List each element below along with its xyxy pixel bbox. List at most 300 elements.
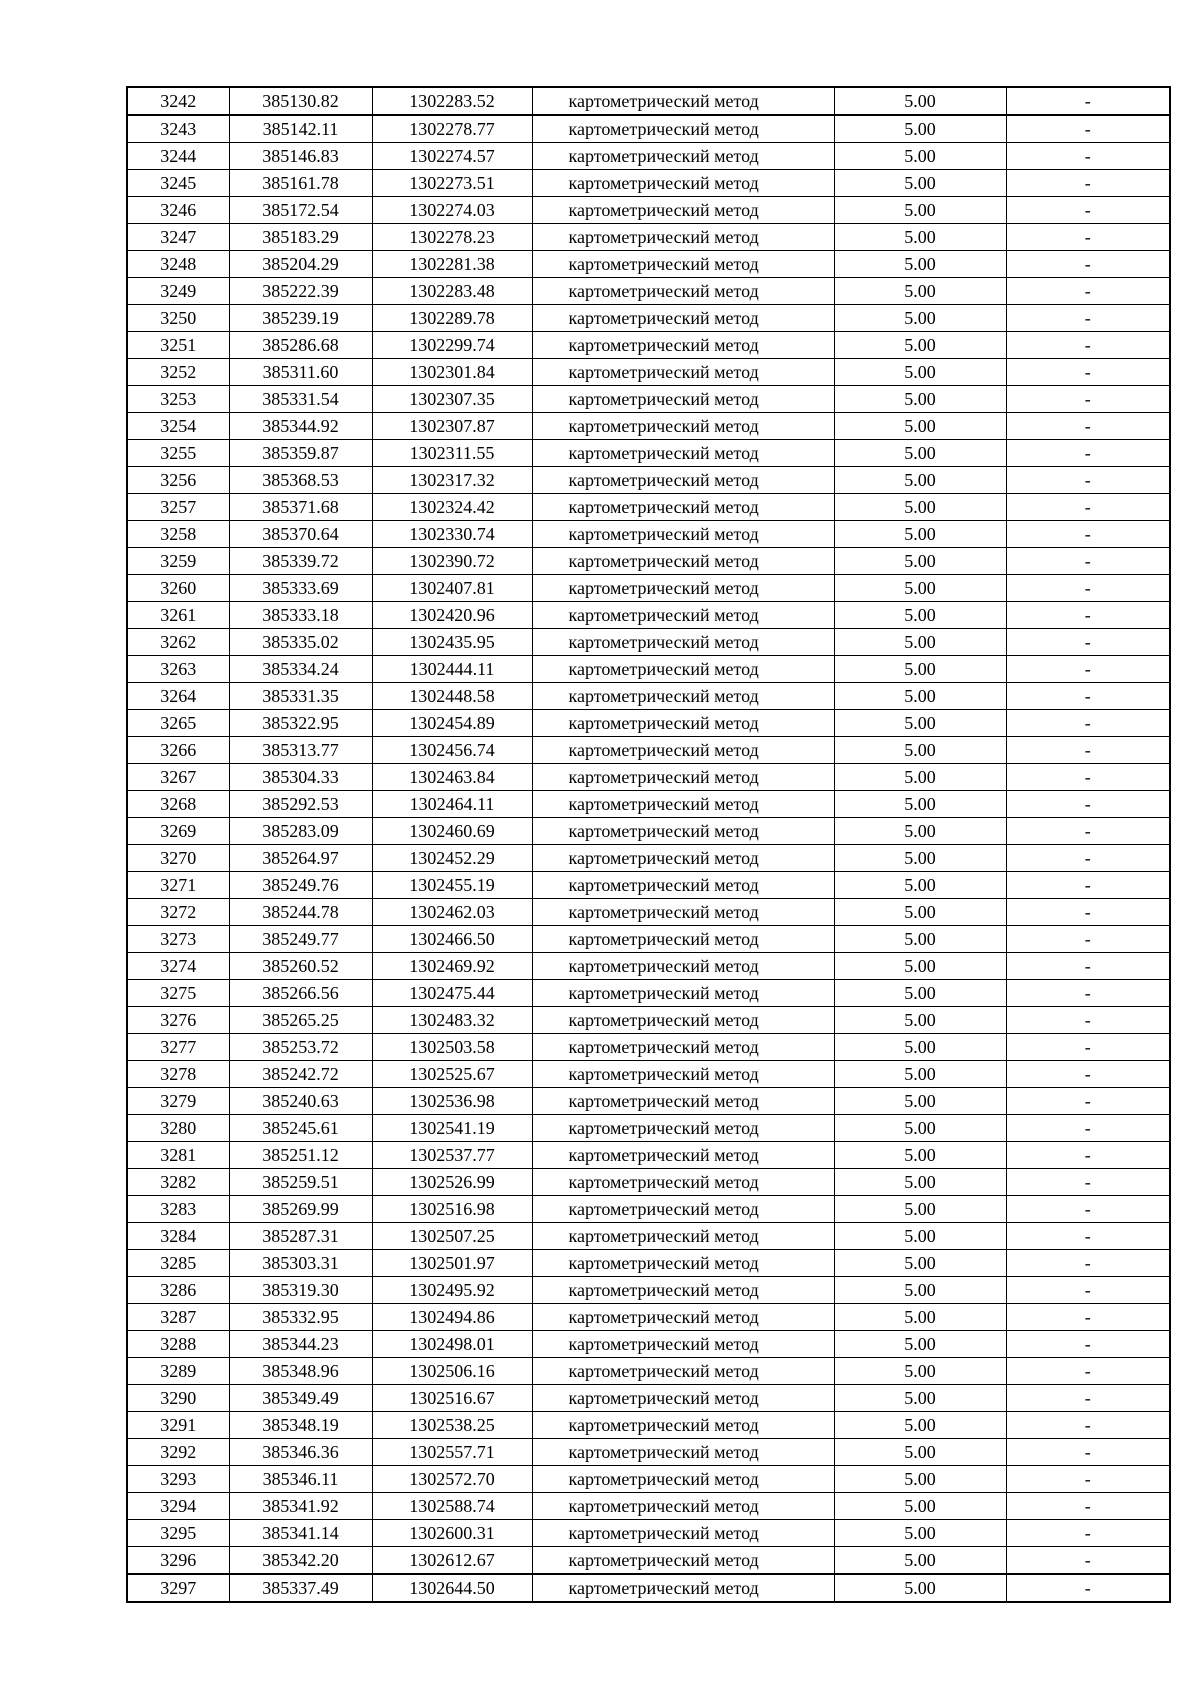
accuracy-cell: 5.00 bbox=[834, 386, 1006, 413]
table-row bbox=[127, 224, 1170, 251]
note-cell: - bbox=[1006, 143, 1170, 170]
y-coordinate-cell: 1302448.58 bbox=[372, 683, 532, 710]
method-cell: картометрический метод bbox=[532, 332, 834, 359]
method-cell: картометрический метод bbox=[532, 386, 834, 413]
note-cell: - bbox=[1006, 386, 1170, 413]
x-coordinate-cell: 385333.18 bbox=[229, 602, 372, 629]
x-coordinate-cell: 385172.54 bbox=[229, 197, 372, 224]
table-row bbox=[127, 1331, 1170, 1358]
accuracy-cell: 5.00 bbox=[834, 305, 1006, 332]
table-row bbox=[127, 926, 1170, 953]
y-coordinate-cell: 1302588.74 bbox=[372, 1493, 532, 1520]
method-cell: картометрический метод bbox=[532, 170, 834, 197]
method-cell: картометрический метод bbox=[532, 656, 834, 683]
accuracy-cell: 5.00 bbox=[834, 710, 1006, 737]
point-number-cell: 3262 bbox=[127, 629, 229, 656]
y-coordinate-cell: 1302516.67 bbox=[372, 1385, 532, 1412]
note-cell: - bbox=[1006, 440, 1170, 467]
note-cell: - bbox=[1006, 1007, 1170, 1034]
accuracy-cell: 5.00 bbox=[834, 1574, 1006, 1602]
point-number-cell: 3263 bbox=[127, 656, 229, 683]
x-coordinate-cell: 385348.96 bbox=[229, 1358, 372, 1385]
method-cell: картометрический метод bbox=[532, 1142, 834, 1169]
point-number-cell: 3297 bbox=[127, 1574, 229, 1602]
point-number-cell: 3256 bbox=[127, 467, 229, 494]
y-coordinate-cell: 1302455.19 bbox=[372, 872, 532, 899]
method-cell: картометрический метод bbox=[532, 1250, 834, 1277]
note-cell: - bbox=[1006, 602, 1170, 629]
method-cell: картометрический метод bbox=[532, 359, 834, 386]
table-row bbox=[127, 1142, 1170, 1169]
y-coordinate-cell: 1302307.35 bbox=[372, 386, 532, 413]
note-cell: - bbox=[1006, 413, 1170, 440]
accuracy-cell: 5.00 bbox=[834, 548, 1006, 575]
y-coordinate-cell: 1302435.95 bbox=[372, 629, 532, 656]
method-cell: картометрический метод bbox=[532, 1412, 834, 1439]
table-row bbox=[127, 1115, 1170, 1142]
note-cell: - bbox=[1006, 1520, 1170, 1547]
method-cell: картометрический метод bbox=[532, 1061, 834, 1088]
point-number-cell: 3252 bbox=[127, 359, 229, 386]
accuracy-cell: 5.00 bbox=[834, 143, 1006, 170]
point-number-cell: 3248 bbox=[127, 251, 229, 278]
point-number-cell: 3242 bbox=[127, 87, 229, 115]
y-coordinate-cell: 1302483.32 bbox=[372, 1007, 532, 1034]
accuracy-cell: 5.00 bbox=[834, 872, 1006, 899]
method-cell: картометрический метод bbox=[532, 953, 834, 980]
point-number-cell: 3281 bbox=[127, 1142, 229, 1169]
table-row bbox=[127, 575, 1170, 602]
point-number-cell: 3291 bbox=[127, 1412, 229, 1439]
table-row bbox=[127, 818, 1170, 845]
x-coordinate-cell: 385331.35 bbox=[229, 683, 372, 710]
x-coordinate-cell: 385204.29 bbox=[229, 251, 372, 278]
accuracy-cell: 5.00 bbox=[834, 656, 1006, 683]
point-number-cell: 3289 bbox=[127, 1358, 229, 1385]
method-cell: картометрический метод bbox=[532, 305, 834, 332]
accuracy-cell: 5.00 bbox=[834, 764, 1006, 791]
note-cell: - bbox=[1006, 1115, 1170, 1142]
x-coordinate-cell: 385344.92 bbox=[229, 413, 372, 440]
x-coordinate-cell: 385259.51 bbox=[229, 1169, 372, 1196]
table-row bbox=[127, 386, 1170, 413]
x-coordinate-cell: 385264.97 bbox=[229, 845, 372, 872]
point-number-cell: 3257 bbox=[127, 494, 229, 521]
note-cell: - bbox=[1006, 1547, 1170, 1575]
y-coordinate-cell: 1302463.84 bbox=[372, 764, 532, 791]
x-coordinate-cell: 385146.83 bbox=[229, 143, 372, 170]
table-row bbox=[127, 251, 1170, 278]
accuracy-cell: 5.00 bbox=[834, 332, 1006, 359]
y-coordinate-cell: 1302466.50 bbox=[372, 926, 532, 953]
x-coordinate-cell: 385266.56 bbox=[229, 980, 372, 1007]
point-number-cell: 3296 bbox=[127, 1547, 229, 1575]
y-coordinate-cell: 1302572.70 bbox=[372, 1466, 532, 1493]
y-coordinate-cell: 1302557.71 bbox=[372, 1439, 532, 1466]
table-row bbox=[127, 764, 1170, 791]
y-coordinate-cell: 1302283.52 bbox=[372, 87, 532, 115]
table-row bbox=[127, 1277, 1170, 1304]
accuracy-cell: 5.00 bbox=[834, 278, 1006, 305]
accuracy-cell: 5.00 bbox=[834, 575, 1006, 602]
x-coordinate-cell: 385322.95 bbox=[229, 710, 372, 737]
y-coordinate-cell: 1302452.29 bbox=[372, 845, 532, 872]
y-coordinate-cell: 1302462.03 bbox=[372, 899, 532, 926]
x-coordinate-cell: 385249.77 bbox=[229, 926, 372, 953]
note-cell: - bbox=[1006, 1088, 1170, 1115]
point-number-cell: 3264 bbox=[127, 683, 229, 710]
accuracy-cell: 5.00 bbox=[834, 818, 1006, 845]
note-cell: - bbox=[1006, 332, 1170, 359]
table-row bbox=[127, 845, 1170, 872]
point-number-cell: 3287 bbox=[127, 1304, 229, 1331]
accuracy-cell: 5.00 bbox=[834, 359, 1006, 386]
x-coordinate-cell: 385222.39 bbox=[229, 278, 372, 305]
note-cell: - bbox=[1006, 575, 1170, 602]
note-cell: - bbox=[1006, 656, 1170, 683]
point-number-cell: 3246 bbox=[127, 197, 229, 224]
x-coordinate-cell: 385253.72 bbox=[229, 1034, 372, 1061]
point-number-cell: 3282 bbox=[127, 1169, 229, 1196]
x-coordinate-cell: 385251.12 bbox=[229, 1142, 372, 1169]
note-cell: - bbox=[1006, 872, 1170, 899]
method-cell: картометрический метод bbox=[532, 521, 834, 548]
method-cell: картометрический метод bbox=[532, 629, 834, 656]
note-cell: - bbox=[1006, 305, 1170, 332]
method-cell: картометрический метод bbox=[532, 1007, 834, 1034]
note-cell: - bbox=[1006, 1331, 1170, 1358]
table-row bbox=[127, 602, 1170, 629]
accuracy-cell: 5.00 bbox=[834, 521, 1006, 548]
x-coordinate-cell: 385342.20 bbox=[229, 1547, 372, 1575]
x-coordinate-cell: 385346.36 bbox=[229, 1439, 372, 1466]
note-cell: - bbox=[1006, 899, 1170, 926]
x-coordinate-cell: 385368.53 bbox=[229, 467, 372, 494]
x-coordinate-cell: 385242.72 bbox=[229, 1061, 372, 1088]
note-cell: - bbox=[1006, 1574, 1170, 1602]
method-cell: картометрический метод bbox=[532, 1196, 834, 1223]
method-cell: картометрический метод bbox=[532, 1277, 834, 1304]
note-cell: - bbox=[1006, 87, 1170, 115]
table-row bbox=[127, 953, 1170, 980]
method-cell: картометрический метод bbox=[532, 737, 834, 764]
x-coordinate-cell: 385313.77 bbox=[229, 737, 372, 764]
point-number-cell: 3284 bbox=[127, 1223, 229, 1250]
x-coordinate-cell: 385341.14 bbox=[229, 1520, 372, 1547]
x-coordinate-cell: 385249.76 bbox=[229, 872, 372, 899]
y-coordinate-cell: 1302274.57 bbox=[372, 143, 532, 170]
y-coordinate-cell: 1302390.72 bbox=[372, 548, 532, 575]
x-coordinate-cell: 385359.87 bbox=[229, 440, 372, 467]
method-cell: картометрический метод bbox=[532, 1520, 834, 1547]
accuracy-cell: 5.00 bbox=[834, 1547, 1006, 1575]
table-row bbox=[127, 899, 1170, 926]
point-number-cell: 3277 bbox=[127, 1034, 229, 1061]
point-number-cell: 3255 bbox=[127, 440, 229, 467]
accuracy-cell: 5.00 bbox=[834, 737, 1006, 764]
y-coordinate-cell: 1302317.32 bbox=[372, 467, 532, 494]
table-row bbox=[127, 467, 1170, 494]
note-cell: - bbox=[1006, 737, 1170, 764]
note-cell: - bbox=[1006, 494, 1170, 521]
y-coordinate-cell: 1302281.38 bbox=[372, 251, 532, 278]
note-cell: - bbox=[1006, 359, 1170, 386]
note-cell: - bbox=[1006, 764, 1170, 791]
x-coordinate-cell: 385245.61 bbox=[229, 1115, 372, 1142]
accuracy-cell: 5.00 bbox=[834, 197, 1006, 224]
method-cell: картометрический метод bbox=[532, 224, 834, 251]
method-cell: картометрический метод bbox=[532, 1547, 834, 1575]
x-coordinate-cell: 385331.54 bbox=[229, 386, 372, 413]
point-number-cell: 3249 bbox=[127, 278, 229, 305]
x-coordinate-cell: 385337.49 bbox=[229, 1574, 372, 1602]
note-cell: - bbox=[1006, 467, 1170, 494]
method-cell: картометрический метод bbox=[532, 440, 834, 467]
accuracy-cell: 5.00 bbox=[834, 1412, 1006, 1439]
x-coordinate-cell: 385286.68 bbox=[229, 332, 372, 359]
y-coordinate-cell: 1302299.74 bbox=[372, 332, 532, 359]
method-cell: картометрический метод bbox=[532, 791, 834, 818]
table-row bbox=[127, 710, 1170, 737]
y-coordinate-cell: 1302324.42 bbox=[372, 494, 532, 521]
method-cell: картометрический метод bbox=[532, 548, 834, 575]
table-row bbox=[127, 1520, 1170, 1547]
table-row bbox=[127, 1250, 1170, 1277]
method-cell: картометрический метод bbox=[532, 278, 834, 305]
note-cell: - bbox=[1006, 1223, 1170, 1250]
accuracy-cell: 5.00 bbox=[834, 1385, 1006, 1412]
accuracy-cell: 5.00 bbox=[834, 1061, 1006, 1088]
y-coordinate-cell: 1302600.31 bbox=[372, 1520, 532, 1547]
x-coordinate-cell: 385142.11 bbox=[229, 115, 372, 143]
table-row bbox=[127, 143, 1170, 170]
y-coordinate-cell: 1302274.03 bbox=[372, 197, 532, 224]
table-row bbox=[127, 278, 1170, 305]
point-number-cell: 3254 bbox=[127, 413, 229, 440]
x-coordinate-cell: 385341.92 bbox=[229, 1493, 372, 1520]
method-cell: картометрический метод bbox=[532, 115, 834, 143]
point-number-cell: 3261 bbox=[127, 602, 229, 629]
accuracy-cell: 5.00 bbox=[834, 1439, 1006, 1466]
accuracy-cell: 5.00 bbox=[834, 1250, 1006, 1277]
note-cell: - bbox=[1006, 1385, 1170, 1412]
method-cell: картометрический метод bbox=[532, 143, 834, 170]
table-row bbox=[127, 1304, 1170, 1331]
point-number-cell: 3260 bbox=[127, 575, 229, 602]
table-row bbox=[127, 1169, 1170, 1196]
note-cell: - bbox=[1006, 1169, 1170, 1196]
note-cell: - bbox=[1006, 953, 1170, 980]
x-coordinate-cell: 385292.53 bbox=[229, 791, 372, 818]
y-coordinate-cell: 1302507.25 bbox=[372, 1223, 532, 1250]
x-coordinate-cell: 385260.52 bbox=[229, 953, 372, 980]
note-cell: - bbox=[1006, 1196, 1170, 1223]
table-row bbox=[127, 872, 1170, 899]
accuracy-cell: 5.00 bbox=[834, 1088, 1006, 1115]
note-cell: - bbox=[1006, 980, 1170, 1007]
y-coordinate-cell: 1302612.67 bbox=[372, 1547, 532, 1575]
accuracy-cell: 5.00 bbox=[834, 1304, 1006, 1331]
point-number-cell: 3267 bbox=[127, 764, 229, 791]
table-row bbox=[127, 413, 1170, 440]
x-coordinate-cell: 385239.19 bbox=[229, 305, 372, 332]
accuracy-cell: 5.00 bbox=[834, 683, 1006, 710]
point-number-cell: 3274 bbox=[127, 953, 229, 980]
y-coordinate-cell: 1302469.92 bbox=[372, 953, 532, 980]
note-cell: - bbox=[1006, 1250, 1170, 1277]
table-row bbox=[127, 1466, 1170, 1493]
accuracy-cell: 5.00 bbox=[834, 1493, 1006, 1520]
table-row bbox=[127, 1223, 1170, 1250]
x-coordinate-cell: 385287.31 bbox=[229, 1223, 372, 1250]
accuracy-cell: 5.00 bbox=[834, 899, 1006, 926]
note-cell: - bbox=[1006, 1439, 1170, 1466]
accuracy-cell: 5.00 bbox=[834, 1034, 1006, 1061]
method-cell: картометрический метод bbox=[532, 818, 834, 845]
accuracy-cell: 5.00 bbox=[834, 413, 1006, 440]
method-cell: картометрический метод bbox=[532, 467, 834, 494]
note-cell: - bbox=[1006, 224, 1170, 251]
accuracy-cell: 5.00 bbox=[834, 1331, 1006, 1358]
note-cell: - bbox=[1006, 1493, 1170, 1520]
point-number-cell: 3292 bbox=[127, 1439, 229, 1466]
table-row bbox=[127, 737, 1170, 764]
method-cell: картометрический метод bbox=[532, 413, 834, 440]
method-cell: картометрический метод bbox=[532, 710, 834, 737]
method-cell: картометрический метод bbox=[532, 251, 834, 278]
accuracy-cell: 5.00 bbox=[834, 1520, 1006, 1547]
table-row bbox=[127, 1034, 1170, 1061]
point-number-cell: 3271 bbox=[127, 872, 229, 899]
table-row bbox=[127, 1412, 1170, 1439]
point-number-cell: 3268 bbox=[127, 791, 229, 818]
x-coordinate-cell: 385269.99 bbox=[229, 1196, 372, 1223]
point-number-cell: 3243 bbox=[127, 115, 229, 143]
x-coordinate-cell: 385344.23 bbox=[229, 1331, 372, 1358]
point-number-cell: 3270 bbox=[127, 845, 229, 872]
note-cell: - bbox=[1006, 197, 1170, 224]
accuracy-cell: 5.00 bbox=[834, 494, 1006, 521]
x-coordinate-cell: 385303.31 bbox=[229, 1250, 372, 1277]
point-number-cell: 3276 bbox=[127, 1007, 229, 1034]
table-row bbox=[127, 1061, 1170, 1088]
point-number-cell: 3265 bbox=[127, 710, 229, 737]
point-number-cell: 3285 bbox=[127, 1250, 229, 1277]
accuracy-cell: 5.00 bbox=[834, 467, 1006, 494]
note-cell: - bbox=[1006, 1034, 1170, 1061]
method-cell: картометрический метод bbox=[532, 764, 834, 791]
table-row bbox=[127, 1196, 1170, 1223]
accuracy-cell: 5.00 bbox=[834, 1196, 1006, 1223]
x-coordinate-cell: 385319.30 bbox=[229, 1277, 372, 1304]
method-cell: картометрический метод bbox=[532, 1088, 834, 1115]
y-coordinate-cell: 1302456.74 bbox=[372, 737, 532, 764]
y-coordinate-cell: 1302420.96 bbox=[372, 602, 532, 629]
y-coordinate-cell: 1302526.99 bbox=[372, 1169, 532, 1196]
y-coordinate-cell: 1302501.97 bbox=[372, 1250, 532, 1277]
note-cell: - bbox=[1006, 926, 1170, 953]
table-row bbox=[127, 656, 1170, 683]
method-cell: картометрический метод bbox=[532, 683, 834, 710]
y-coordinate-cell: 1302525.67 bbox=[372, 1061, 532, 1088]
method-cell: картометрический метод bbox=[532, 872, 834, 899]
y-coordinate-cell: 1302495.92 bbox=[372, 1277, 532, 1304]
method-cell: картометрический метод bbox=[532, 845, 834, 872]
accuracy-cell: 5.00 bbox=[834, 1223, 1006, 1250]
note-cell: - bbox=[1006, 1358, 1170, 1385]
accuracy-cell: 5.00 bbox=[834, 115, 1006, 143]
point-number-cell: 3253 bbox=[127, 386, 229, 413]
table-body bbox=[127, 87, 1170, 1602]
point-number-cell: 3266 bbox=[127, 737, 229, 764]
point-number-cell: 3247 bbox=[127, 224, 229, 251]
x-coordinate-cell: 385304.33 bbox=[229, 764, 372, 791]
accuracy-cell: 5.00 bbox=[834, 170, 1006, 197]
accuracy-cell: 5.00 bbox=[834, 791, 1006, 818]
note-cell: - bbox=[1006, 521, 1170, 548]
method-cell: картометрический метод bbox=[532, 1493, 834, 1520]
note-cell: - bbox=[1006, 115, 1170, 143]
method-cell: картометрический метод bbox=[532, 1223, 834, 1250]
x-coordinate-cell: 385334.24 bbox=[229, 656, 372, 683]
point-number-cell: 3293 bbox=[127, 1466, 229, 1493]
table-row bbox=[127, 197, 1170, 224]
point-number-cell: 3273 bbox=[127, 926, 229, 953]
method-cell: картометрический метод bbox=[532, 899, 834, 926]
point-number-cell: 3278 bbox=[127, 1061, 229, 1088]
accuracy-cell: 5.00 bbox=[834, 926, 1006, 953]
table-row bbox=[127, 87, 1170, 115]
x-coordinate-cell: 385183.29 bbox=[229, 224, 372, 251]
table-row bbox=[127, 548, 1170, 575]
method-cell: картометрический метод bbox=[532, 1574, 834, 1602]
method-cell: картометрический метод bbox=[532, 197, 834, 224]
point-number-cell: 3275 bbox=[127, 980, 229, 1007]
y-coordinate-cell: 1302475.44 bbox=[372, 980, 532, 1007]
table-row bbox=[127, 1385, 1170, 1412]
method-cell: картометрический метод bbox=[532, 1466, 834, 1493]
y-coordinate-cell: 1302289.78 bbox=[372, 305, 532, 332]
note-cell: - bbox=[1006, 1412, 1170, 1439]
note-cell: - bbox=[1006, 170, 1170, 197]
accuracy-cell: 5.00 bbox=[834, 1007, 1006, 1034]
table-row bbox=[127, 1007, 1170, 1034]
note-cell: - bbox=[1006, 278, 1170, 305]
point-number-cell: 3286 bbox=[127, 1277, 229, 1304]
accuracy-cell: 5.00 bbox=[834, 224, 1006, 251]
table-row bbox=[127, 1439, 1170, 1466]
y-coordinate-cell: 1302516.98 bbox=[372, 1196, 532, 1223]
accuracy-cell: 5.00 bbox=[834, 440, 1006, 467]
x-coordinate-cell: 385339.72 bbox=[229, 548, 372, 575]
y-coordinate-cell: 1302498.01 bbox=[372, 1331, 532, 1358]
method-cell: картометрический метод bbox=[532, 1385, 834, 1412]
x-coordinate-cell: 385311.60 bbox=[229, 359, 372, 386]
table-row bbox=[127, 170, 1170, 197]
table-row bbox=[127, 1493, 1170, 1520]
method-cell: картометрический метод bbox=[532, 87, 834, 115]
method-cell: картометрический метод bbox=[532, 1439, 834, 1466]
y-coordinate-cell: 1302283.48 bbox=[372, 278, 532, 305]
method-cell: картометрический метод bbox=[532, 1304, 834, 1331]
x-coordinate-cell: 385244.78 bbox=[229, 899, 372, 926]
table-row bbox=[127, 1358, 1170, 1385]
point-number-cell: 3250 bbox=[127, 305, 229, 332]
note-cell: - bbox=[1006, 1061, 1170, 1088]
point-number-cell: 3280 bbox=[127, 1115, 229, 1142]
accuracy-cell: 5.00 bbox=[834, 602, 1006, 629]
point-number-cell: 3294 bbox=[127, 1493, 229, 1520]
